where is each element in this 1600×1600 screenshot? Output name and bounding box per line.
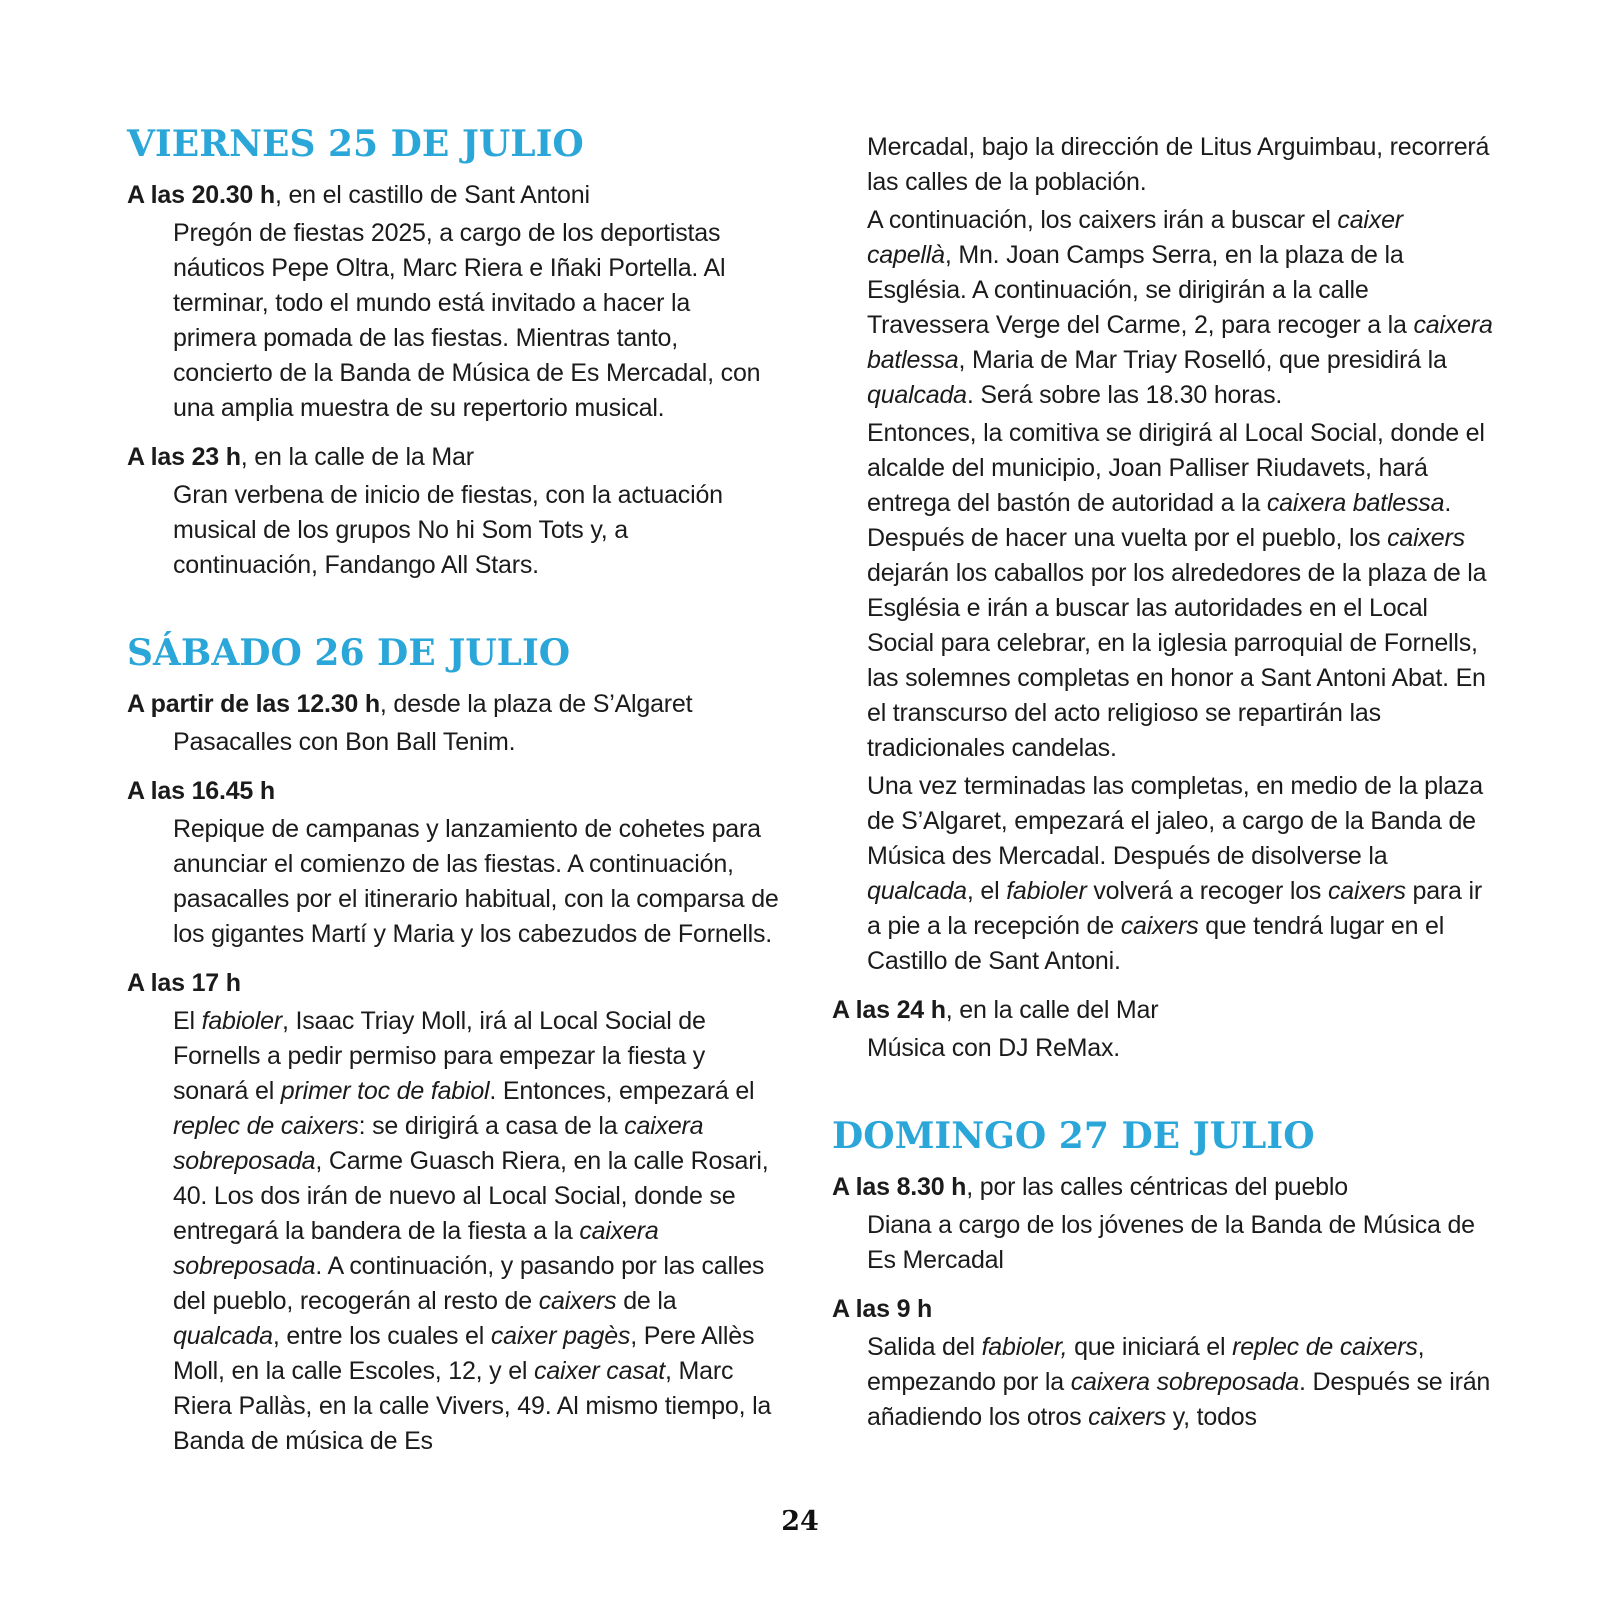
event-9 bbox=[832, 1292, 1494, 1435]
event-time: A las 17 h bbox=[127, 969, 241, 997]
day-heading-sabado: SÁBADO 26 DE JULIO bbox=[127, 632, 571, 674]
event-2030 bbox=[127, 178, 779, 426]
event-location: , desde la plaza de S’Algaret bbox=[379, 690, 693, 718]
day-heading-viernes: VIERNES 25 DE JULIO bbox=[127, 123, 584, 165]
page-number: 24 bbox=[781, 1506, 819, 1537]
event-paragraph: Gran verbena de inicio de fiestas, con la actuación musical de los grupos No hi Som Tots y, a continuación, Fandango All Stars. bbox=[173, 481, 723, 579]
continuation-paragraph: Mercadal, bajo la dirección de Litus Arguimbau, recorrerá las calles de la población. bbox=[867, 133, 1490, 196]
event-time-line bbox=[127, 687, 779, 722]
event-time-line bbox=[127, 774, 779, 809]
continuation-paragraph: Una vez terminadas las completas, en medio de la plaza de S’Algaret, empezará el jaleo, a cargo de la Banda de Música des Mercadal. Después de disolverse la qualcada, el fabioler volverá a recoger los caixers para ir a pie a la recepción de caixers que tendrá lugar en el Castillo de Sant Antoni. bbox=[867, 772, 1483, 975]
event-paragraph: Diana a cargo de los jóvenes de la Banda de Música de Es Mercadal bbox=[867, 1211, 1475, 1274]
event-time-line bbox=[832, 993, 1494, 1028]
event-paragraph: Música con DJ ReMax. bbox=[867, 1034, 1121, 1062]
event-time: A las 23 h bbox=[127, 443, 241, 471]
event-location: , en el castillo de Sant Antoni bbox=[274, 181, 590, 209]
event-830 bbox=[832, 1170, 1494, 1278]
event-1645 bbox=[127, 774, 779, 952]
event-time: A partir de las 12.30 h bbox=[127, 690, 380, 718]
event-time: A las 8.30 h bbox=[832, 1173, 967, 1201]
event-paragraph: Pregón de fiestas 2025, a cargo de los deportistas náuticos Pepe Oltra, Marc Riera e Iñaki Portella. Al terminar, todo el mundo está invitado a hacer la primera pomada de las fiestas. Mientras tanto, concierto de la Banda de Música de Es Mercadal, con una amplia muestra de su repertorio musical. bbox=[173, 219, 761, 422]
event-paragraph: Repique de campanas y lanzamiento de cohetes para anunciar el comienzo de las fiestas. A continuación, pasacalles por el itinerario habitual, con la comparsa de los gigantes Martí y Maria y los cabezudos de Fornells. bbox=[173, 815, 779, 948]
event-23 bbox=[127, 440, 779, 583]
event-time: A las 9 h bbox=[832, 1295, 933, 1323]
event-time-line bbox=[127, 966, 779, 1001]
continuation-paragraph: Entonces, la comitiva se dirigirá al Local Social, donde el alcalde del municipio, Joan Palliser Riudavets, hará entrega del bastón de autoridad a la caixera batlessa. Después de hacer una vuelta por el pueblo, los caixers dejarán los caballos por los alrededores de la plaza de la Església e irán a buscar las autoridades en el Local Social para celebrar, en la iglesia parroquial de Fornells, las solemnes completas en honor a Sant Antoni Abat. En el transcurso del acto religioso se repartirán las tradicionales candelas. bbox=[867, 419, 1487, 762]
right-column bbox=[832, 130, 1494, 1435]
event-location: , por las calles céntricas del pueblo bbox=[966, 1173, 1348, 1201]
event-17 bbox=[127, 966, 779, 1459]
continuation-paragraph: A continuación, los caixers irán a buscar el caixer capellà, Mn. Joan Camps Serra, en la plaza de la Església. A continuación, se dirigirán a la calle Travessera Verge del Carme, 2, para recoger a la caixera batlessa, Maria de Mar Triay Roselló, que presidirá la qualcada. Será sobre las 18.30 horas. bbox=[867, 206, 1493, 409]
event-time-line bbox=[127, 440, 779, 475]
event-location: , en la calle de la Mar bbox=[240, 443, 474, 471]
event-time-line bbox=[832, 1170, 1494, 1205]
event-paragraph: El fabioler, Isaac Triay Moll, irá al Local Social de Fornells a pedir permiso para empezar la fiesta y sonará el primer toc de fabiol. Entonces, empezará el replec de caixers: se dirigirá a casa de la caixera sobreposada, Carme Guasch Riera, en la calle Rosari, 40. Los dos irán de nuevo al Local Social, donde se entregará la bandera de la fiesta a la caixera sobreposada. A continuación, y pasando por las calles del pueblo, recogerán al resto de caixers de la qualcada, entre los cuales el caixer pagès, Pere Allès Moll, en la calle Escoles, 12, y el caixer casat, Marc Riera Pallàs, en la calle Vivers, 49. Al mismo tiempo, la Banda de música de Es bbox=[173, 1007, 772, 1455]
event-1230 bbox=[127, 687, 779, 760]
event-time: A las 16.45 h bbox=[127, 777, 275, 805]
event-paragraph: Salida del fabioler, que iniciará el replec de caixers, empezando por la caixera sobreposada. Después se irán añadiendo los otros caixers y, todos bbox=[867, 1333, 1491, 1431]
event-time-line bbox=[832, 1292, 1494, 1327]
event-time: A las 20.30 h bbox=[127, 181, 275, 209]
left-column bbox=[127, 122, 779, 1459]
event-24 bbox=[832, 993, 1494, 1066]
day-heading-domingo: DOMINGO 27 DE JULIO bbox=[832, 1115, 1315, 1157]
event-paragraph: Pasacalles con Bon Ball Tenim. bbox=[173, 728, 516, 756]
event-location: , en la calle del Mar bbox=[945, 996, 1159, 1024]
event-time: A las 24 h bbox=[832, 996, 946, 1024]
event-time-line bbox=[127, 178, 779, 213]
